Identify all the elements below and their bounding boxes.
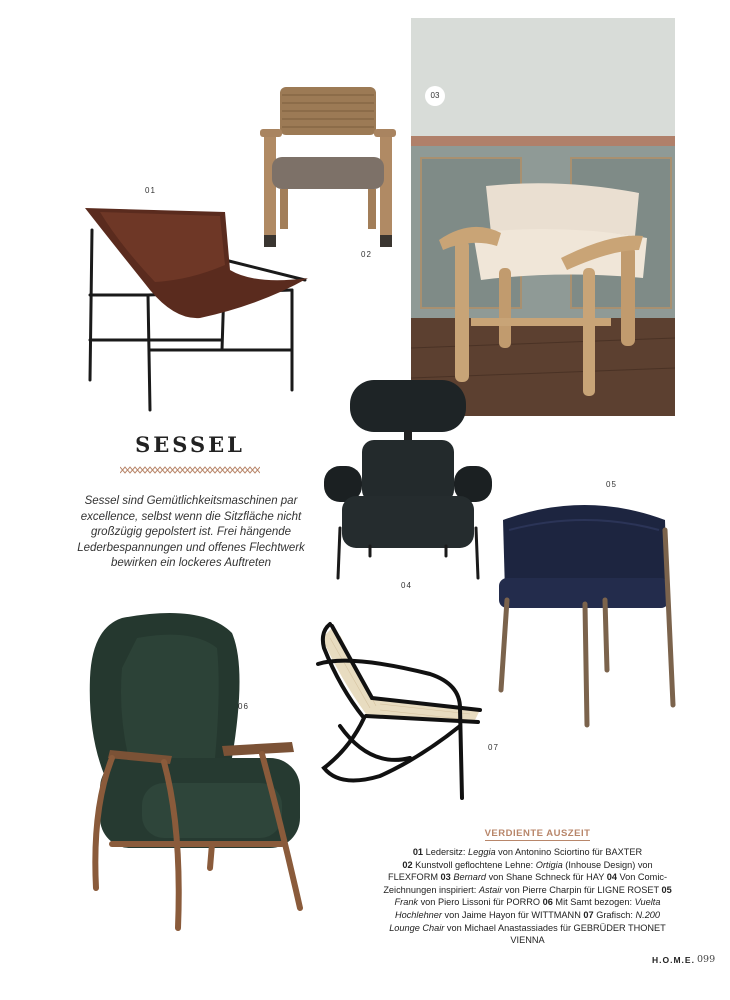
page-number: 099 — [697, 954, 716, 965]
credit-07-post: von Michael Anastassiades für GEBRÜDER THONET VIENNA — [444, 922, 666, 946]
chair-04-image — [322, 378, 494, 583]
credits-text — [380, 846, 675, 947]
credit-01-pre: Ledersitz: — [425, 847, 468, 857]
sidebar-heading-text: VERDIENTE AUSZEIT — [484, 828, 591, 839]
chair-number-01: 01 — [145, 186, 156, 195]
chair-number-03: 03 — [425, 86, 445, 106]
credit-01-product: Leggia — [468, 847, 496, 857]
credit-06-post: von Jaime Hayon für WITTMANN — [441, 909, 584, 920]
chair-number-02: 02 — [361, 250, 372, 259]
chair-07-image — [310, 618, 490, 803]
chair-number-06: 06 — [238, 702, 249, 711]
credit-06-num: 06 — [542, 897, 553, 908]
credit-03-num: 03 — [440, 872, 451, 883]
chair-06-image — [82, 608, 312, 938]
credit-03-post: von Shane Schneck für HAY — [486, 872, 607, 883]
credit-07-pre: Grafisch: — [596, 909, 636, 920]
credit-05-product: Frank — [394, 897, 419, 908]
chair-05-image — [495, 500, 680, 730]
credit-04-product: Astair — [478, 884, 503, 895]
credit-02-pre: Kunstvoll geflochtene Lehne: — [415, 859, 536, 870]
title-ornament — [120, 466, 260, 474]
credit-01-post: von Antonino Sciortino für BAXTER — [495, 847, 643, 857]
page-title: SESSEL — [135, 432, 245, 457]
chair-02-image — [258, 85, 398, 255]
chair-03-photo — [411, 18, 675, 416]
credit-04-pre: Von Comic-Zeichnungen inspiriert: — [383, 872, 668, 895]
credit-07-product: N.200 Lounge Chair — [389, 909, 661, 933]
magazine-brand: H.O.M.E. — [652, 955, 695, 965]
credit-04-post: von Pierre Charpin für LIGNE ROSET — [502, 884, 662, 895]
credit-07-num: 07 — [583, 909, 594, 920]
chair-number-04: 04 — [401, 581, 412, 590]
intro-text: Sessel sind Gemütlichkeitsmaschinen par excellence, selbst wenn die Sitzfläche nicht großzügig gepolstert ist. Frei hängende Lederbespannungen und offenes Flechtwerk bewirken ein lockeres Auftreten — [77, 495, 305, 569]
chair-number-07: 07 — [488, 743, 499, 752]
sidebar-heading — [400, 828, 675, 839]
credit-05-num: 05 — [661, 884, 672, 895]
credit-06-product: Vuelta Hochlehner — [394, 897, 661, 920]
chair-number-05: 05 — [606, 480, 617, 489]
credit-01-num: 01 — [412, 847, 424, 857]
credit-04-num: 04 — [606, 872, 617, 883]
credit-03-product: Bernard — [453, 872, 487, 883]
credit-02-num: 02 — [402, 859, 413, 870]
credit-02-product: Ortigia — [535, 859, 563, 870]
credit-05-post: von Piero Lissoni für PORRO — [418, 897, 543, 908]
credit-06-pre: Mit Samt bezogen: — [555, 897, 635, 908]
credit-02-post: (Inhouse Design) von FLEXFORM — [387, 859, 653, 883]
